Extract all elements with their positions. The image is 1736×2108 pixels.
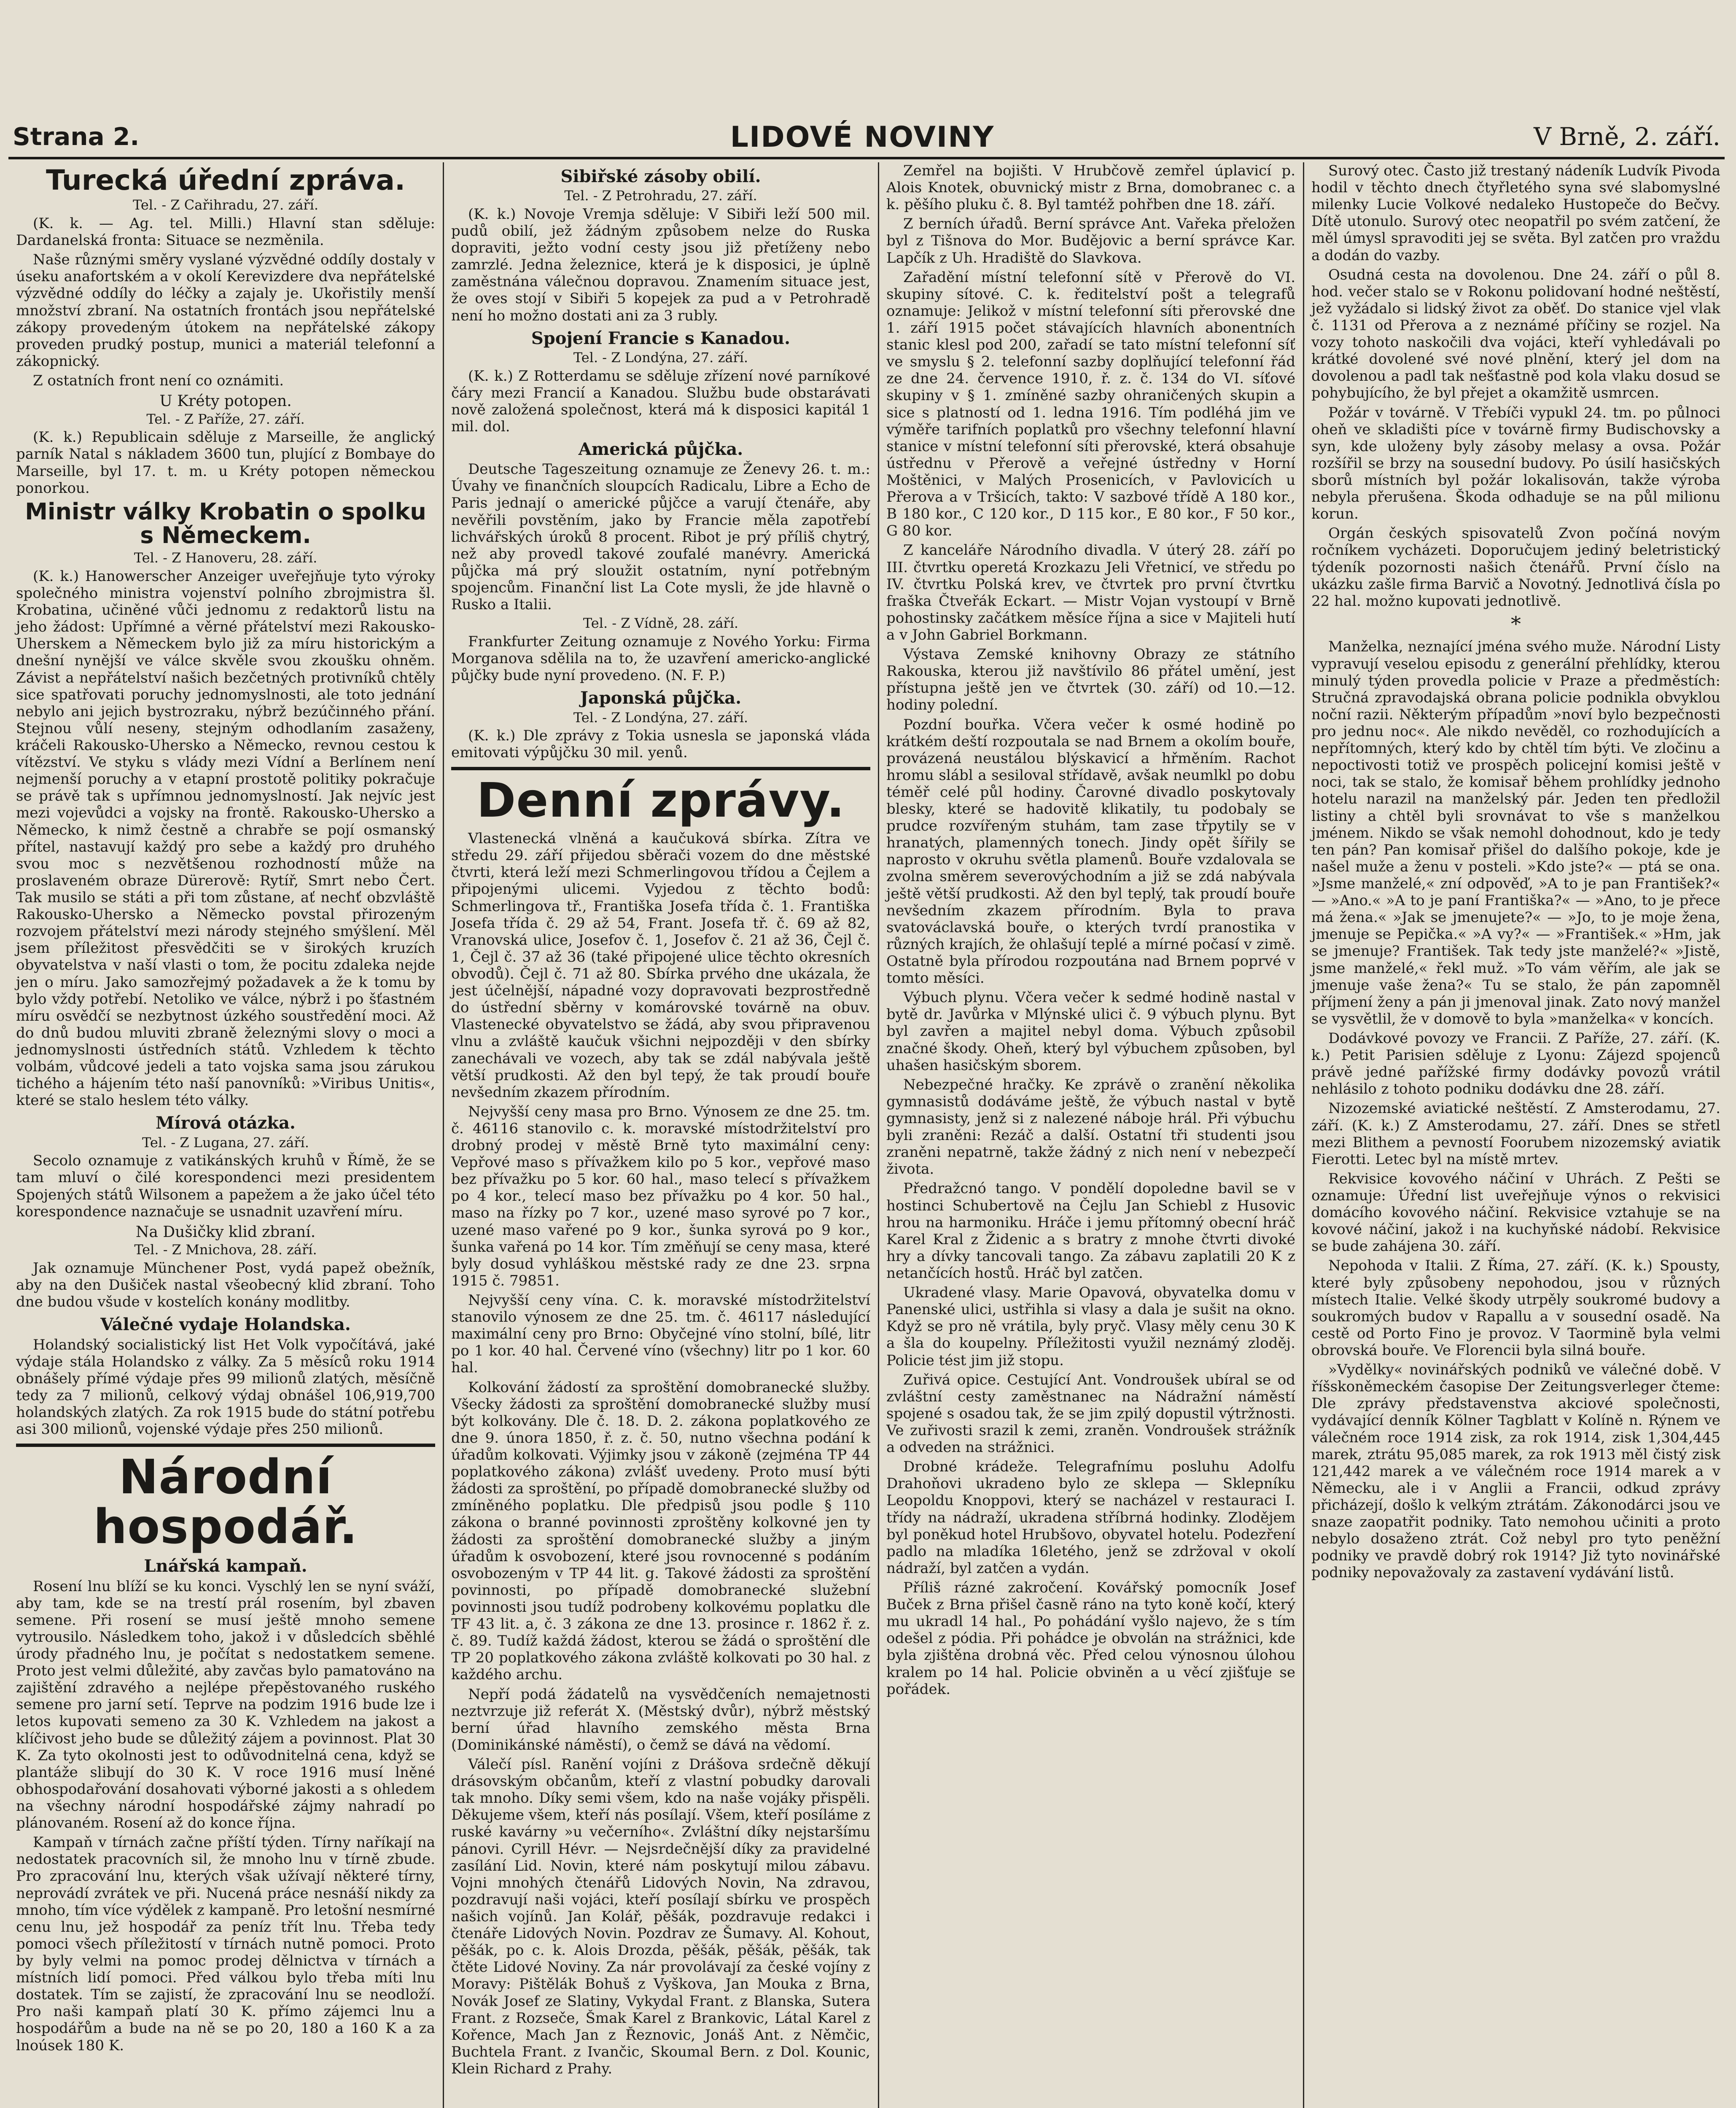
dateline: Tel. - Z Lugana, 27. září. bbox=[142, 1134, 309, 1151]
article-paragraph: Osudná cesta na dovolenou. Dne 24. září o půl 8. hod. večer stalo se v Rokonu polidovaní hodné neštěstí, jež vyžádalo si lidský život za oběť. Do stanice vjel vlak č. 1131 od Přerova a z neznámé příčiny se rozjel. Na vozy tohoto naskočili dva vojáci, kteří vyhledávali po krátké dovolené své nové plnění, který jel dom na dovolenou a padl tak nešťastně pod kola vlaku dosud se pohybujícího, že byl přejet a okamžitě usmrcen. bbox=[1311, 266, 1720, 402]
article-paragraph: Nejvyšší ceny vína. C. k. moravské místodržitelství stanovilo výnosem ze dne 25. tm. č. 46117 následující maximální ceny pro Brno: Obyčejné víno stolní, bílé, litr po 1 kor. 40 hal. Červené víno (všechny) litr po 1 kor. 60 hal. bbox=[451, 1292, 870, 1377]
article-paragraph: Zuřivá opice. Cestující Ant. Vondroušek ubíral se od zvláštní cesty zaměstnanec na Nádražní náměstí spojené s osadou tak, že se jim zpilý dopustil výtržnosti. Ve zuřivosti srazil k zemi, zraněn. Vondroušek strážník a odveden na strážnici. bbox=[886, 1371, 1295, 1456]
dateline: Tel. - Z Petrohradu, 27. září. bbox=[564, 188, 757, 204]
masthead bbox=[8, 122, 1725, 156]
dateline: Tel. - Z Cařihradu, 27. září. bbox=[133, 197, 318, 213]
article-paragraph: Ukradené vlasy. Marie Opavová, obyvatelka domu v Panenské ulici, ustřihla si vlasy a dala je sušit na okno. Když se pro ně vrátila, byly pryč. Vlasy měly cenu 30 K a šla do koupelny. Příležitosti využil neznámý zloděj. Policie tést jim již stopu. bbox=[886, 1284, 1295, 1369]
dateline: Tel. - Z Londýna, 27. září. bbox=[573, 709, 748, 726]
article-paragraph: Zemřel na bojišti. V Hrubčově zemřel úplavicí p. Alois Knotek, obuvnický mistr z Brna, domobranec c. a k. pěšího pluku č. 8. Byl tamtéž pohřben dne 18. září. bbox=[886, 162, 1295, 213]
article-paragraph: Nejvyšší ceny masa pro Brno. Výnosem ze dne 25. tm. č. 46116 stanovilo c. k. moravské místodržitelství pro drobný prodej v městě Brně tyto maximální ceny: Vepřové maso s přívažkem kilo po 5 kor., vepřové maso bez přívažku po 5 kor. 60 hal., maso telecí s přívažkem po 4 kor., telecí maso bez přívažku po 4 kor. 50 hal., maso na řízky po 7 kor., uzené maso syrové po 7 kor., uzené maso vařené po 9 kor., šunka syrová po 9 kor., šunka vařená po 14 kor. Tím změňují se ceny masa, které byly dosud vyhláškou městské rady ze dne 23. srpna 1915 č. 79851. bbox=[451, 1103, 870, 1289]
article-paragraph: Jak oznamuje Münchener Post, vydá papež obežník, aby na den Dušiček nastal všeobecný klid zbraní. Toho dne budou všude v kostelích konány modlitby. bbox=[16, 1260, 435, 1311]
dateline: Tel. - Z Hanoveru, 28. září. bbox=[134, 550, 318, 566]
newspaper-title: LIDOVÉ NOVINY bbox=[730, 121, 995, 154]
article-paragraph: Nepohoda v Italii. Z Říma, 27. září. (K. k.) Spousty, které byly způsobeny nepohodou, jsou v různých místech Italie. Velké škody utrpěly soukromé budovy a soukromých budov v Rapallu a v sousední osadě. Na cestě od Porto Fino je provoz. V Taormině byla velmi obrovská bouře. Ve Florencii byla silná bouře. bbox=[1311, 1257, 1720, 1359]
article-paragraph: (K. k.) Z Rotterdamu se sděluje zřízení nové parníkové čáry mezi Francií a Kanadou. Službu bude obstarávati nově založená společnost, která má k disposici kapitál 1 mil. dol. bbox=[451, 367, 870, 435]
article-subheading: Na Dušičky klid zbraní. bbox=[135, 1223, 316, 1241]
place-date: V Brně, 2. září. bbox=[1534, 122, 1720, 151]
article-paragraph: Z kanceláře Národního divadla. V úterý 28. září po III. čtvrtku operetá Krozkazu Jeli Vřetnicí, ve středu po IV. čtvrtku Polská krev, ve čtvrtek pro první čtvrtku fraška Čtveřák Eckart. — Mistr Vojan vystoupí v Brně pohostinsky začátkem měsíce října a sice v Majiteli hutí a v John Gabriel Borkmann. bbox=[886, 542, 1295, 643]
article-paragraph: Nepří podá žádatelů na vysvědčeních nemajetnosti neztvrzuje již referát X. (Městský dvůr), nýbrž městský berní úřad hlavního zemského města Brna (Dominikánské náměstí), o čemž se dává na vědomí. bbox=[451, 1686, 870, 1753]
section-rule bbox=[16, 1444, 435, 1447]
article-paragraph: Holandský socialistický list Het Volk vypočítává, jaké výdaje stála Holandsko z války. Za 5 měsíců roku 1914 obnášely přímé výdaje přes 99 milionů zlatých, měsíčně tedy za 7 milionů, celkový výdaj obnášel 106,919,700 holandských zlatých. Za rok 1915 bude do státní potřebu asi 300 milionů, vojenské výdaje přes 250 milionů. bbox=[16, 1336, 435, 1438]
article-heading: Mírová otázka. bbox=[156, 1113, 296, 1133]
article-paragraph: Secolo oznamuje z vatikánských kruhů v Římě, že se tam mluví o čilé korespondenci mezi presidentem Spojených států Wilsonem a papežem a že jako účel této korespondence naznačuje se usnadnit uzavření míru. bbox=[16, 1152, 435, 1220]
section-heading: Národní hospodář. bbox=[93, 1450, 358, 1554]
page-number: Strana 2. bbox=[13, 122, 140, 151]
article-paragraph: (K. k. — Ag. tel. Milli.) Hlavní stan sděluje: Dardanelská fronta: Situace se nezměnila. bbox=[16, 215, 435, 249]
column-1 bbox=[8, 162, 443, 2108]
article-paragraph: Drobné krádeže. Telegrafnímu posluhu Adolfu Drahoňovi ukradeno bylo ze sklepa — Sklepníku Leopoldu Knoppovi, který se nacházel v restauraci I. třídy na nádraží, ukradena stříbrná hodinky. Zlodějem byl poněkud hotel Hrubšovo, obyvatel hotelu. Podezření padlo na mladíka 16letého, jenž se zdržoval v okolí nádraží, byl zatčen a vydán. bbox=[886, 1458, 1295, 1577]
article-subheading: U Kréty potopen. bbox=[159, 393, 292, 410]
article-paragraph: Surový otec. Často již trestaný nádeník Ludvík Pivoda hodil v těchto dnech čtyřletého syna své slabomyslné milenky Lucie Volkové nedaleko Hustopeče do Bečvy. Dítě utonulo. Surový otec neopatřil po svém zatčení, že měl úmysl spravoditi jej se světa. Byl zatčen pro vraždu a dodán do vazby. bbox=[1311, 162, 1720, 264]
article-paragraph: Válečí písl. Ranění vojíni z Drášova srdečně děkují drásovským občanům, kteří z vlastní pobudky darovali tak mnoho. Díky semi všem, kdo na naše vojáky přispěli. Děkujeme všem, kteří nás posílají. Všem, kteří posíláme z ruské kavárny »u večerního«. Zvláštní díky nejstaršímu pánovi. Cyrill Hévr. — Nejsrdečnější díky za pravidelné zasílání Lid. Novin, které nám poskytují milou zábavu. Vojni mnohých čtenářů Lidových Novin, Na zdravou, pozdravují naši vojáci, kteří posílají sbírku ve prospěch našich vojínů. Jan Kolář, pěšák, pozdravuje redakci i čtenáře Lidových Novin. Pozdrav ze Šumavy. Al. Kohout, pěšák, po c. k. Alois Drozda, pěšák, pěšák, pěšák, tak čtěte Lidové Noviny. Za nár provolávají za české vojíny z Moravy: Pištělák Bohuš z Vyškova, Jan Mouka z Brna, Novák Josef ze Slatiny, Vykydal Frant. z Blanska, Sutera Frant. z Rozseče, Šmak Karel z Brankovic, Látal Karel z Kořence, Mach Jan z Řeznovic, Jonáš Ant. z Němčic, Buchtela Frant. z Ivančic, Skoumal Bern. z Dol. Kounic, Klein Richard z Prahy. bbox=[451, 1756, 870, 2077]
article-paragraph: Naše různými směry vyslané výzvědné oddíly dostaly v úseku anafortském a v okolí Kerevizdere dva nepřátelské výzvědné oddíly do léčky a zajaly je. Ukořistily menší množství zbraní. Na ostatních frontách jsou nepřátelské zákopy provedeným útokem na nepřátelské zákopy proveden prudký postup, munici a materiál telefonní a zákopnický. bbox=[16, 251, 435, 370]
column-4 bbox=[1304, 162, 1728, 2108]
article-paragraph: Orgán českých spisovatelů Zvon počíná novým ročníkem vycházeti. Doporučujem jediný beletristický týdeník pozornosti našich čtenářů. První číslo na ukázku zašle firma Barvič a Novotný. Jednotlivá čísla po 22 hal. možno kupovati jednotlivě. bbox=[1311, 525, 1720, 610]
column-3 bbox=[879, 162, 1303, 2108]
article-paragraph: Manželka, neznající jména svého muže. Národní Listy vypravují veselou episodu z generální přehlídky, kterou minulý týden provedla policie v Praze a předměstích: Stručná zpravodajská obrana policie podnikla obvyklou noční razii. Některým případům »noví bylo bezpečnosti pro jednu noc«. Ale nikdo nevěděl, co rozhodujících a nepřítomných, který kdo by chtěl tím býti. Ve zločinu a nepoctivosti totiž ve prospěch policejní komisi ještě v noci, tak se stalo, že komisař během prohlídky jednoho hotelu narazil na manželský pár. Jeden ten předložil listiny a chtěl byli srovnávat to vše s manželkou jménem. Nikdo se však nemohl dohodnout, kdo je tedy ten pán? Pan komisař přišel do dalšího pokoje, kde je našel muže a ženu v posteli. »Kdo jste?« — ptá se ona. »Jsme manželé,« zní odpověď, »A to je pan František?« — »Ano.« »A to je paní Františka?« — »Ano, to je přece má žena.« »Jak se jmenujete?« — »Jo, to je moje žena, jmenuje se Pepička.« »A vy?« — »František.« »Hm, jak se jmenuje? František. Tak tedy jste manželé?« »Jistě, jsme manželé,« řekl muž. »To vám věřím, ale jak se jmenuje vaše žena?« Tu se stalo, že pán zapomněl příjmení ženy a pán ji jmenoval jinak. Zato nový manžel se vysvětlil, že v domově to byla »manželka« v koncích. bbox=[1311, 638, 1720, 1027]
article-paragraph: Rekvisice kovového náčiní v Uhrách. Z Pešti se oznamuje: Úřední list uveřejňuje výnos o rekvisici domácího kovového náčiní. Rekvisice vztahuje se na kovové náčiní, jakož i na kuchyňské nádobí. Rekvisice se bude zahájena 30. září. bbox=[1311, 1170, 1720, 1255]
article-paragraph: Nebezpečné hračky. Ke zprávě o zranění několika gymnasistů dodáváme ještě, že výbuch nastal v bytě gymnasisty, jenž si z nalezené náboje hrál. Při výbuchu byli zraněni: Rezáč a další. Ostatní tři studenti jsou zraněni nepatrně, takže žádný z nich není v nebezpečí života. bbox=[886, 1076, 1295, 1178]
article-paragraph: Pozdní bouřka. Včera večer k osmé hodině po krátkém deští rozpoutala se nad Brnem a okolím bouře, provázená neustálou blýskavicí a hřměním. Rachot hromu slábl a sesiloval střídavě, avšak neumlkl po dobu téměř celé půl hodiny. Čarovné divadlo poskytovaly blesky, které se hadovitě klikatily, tu podobaly se prudce rozvířeným stuhám, tam zase třpytily se v hranatých, plamenných tonech. Jindy opět šířily se naprosto v okruhu světla plamenů. Bouře vzdalovala se zvolna směrem severovýchodním a již se zdá nabývala ještě větší prudkosti. Až den byl teplý, tak proudí bouře nevšedním zkazem přírodním. Byla to prava svatováclavská bouře, o kterých tvrdí pranostika v různých krajích, že ohlašují teplé a mírné počasí v zimě. Ostatně byla přírodou rozpoutána nad Brnem poprvé v tomto měsíci. bbox=[886, 716, 1295, 987]
article-heading: Japonská půjčka. bbox=[580, 688, 742, 708]
article-heading: Sibiřské zásoby obilí. bbox=[560, 167, 761, 186]
article-paragraph: Vlastenecká vlněná a kaučuková sbírka. Zítra ve středu 29. září přijedou sběrači vozem do dne městské čtvrti, která leží mezi Schmerlingovou třídou a Čejlem a připojenými ulicemi. Vyjedou z těchto bodů: Schmerlingova tř., Františka Josefa třída č. 1. Františka Josefa třída č. 29 až 54, Frant. Josefa tř. č. 69 až 82, Vranovská ulice, Josefov č. 1, Josefov č. 21 až 36, Čejl č. 1, Čejl č. 37 až 36 (také připojené ulice těchto okresních obvodů). Čejl č. 71 až 80. Sbírka prvého dne ukázala, že jest účelnější, nápadné vozy dopravovati bezprostředně do ústřední sběrny v komárovské továrně na obuv. Vlastenecké obyvatelstvo se žádá, aby svou připravenou vlnu a zvláště kaučuk všichni nejpozději v den sbírky zanechávali ve vozech, aby tak se zdál nabývala ještě větší prudkosti. Až den byl tepý, že tak proudí bouře nevšedním zkazem přírodním. bbox=[451, 830, 870, 1101]
article-paragraph: Požár v továrně. V Třebíči vypukl 24. tm. po půlnoci oheň ve skladišti píce v továrně firmy Budischovsky a syn, kde uloženy byly zásoby melasy a ovsa. Požár rozšířil se brzy na sousední budovy. Po úsilí hasičských sborů místních byl požár lokalisován, takže výroba nebyla přerušena. Škoda odhaduje se na půl milionu korun. bbox=[1311, 404, 1720, 523]
article-paragraph: Předražcnó tango. V pondělí dopoledne bavil se v hostinci Schubertově na Čejlu Jan Schiebl z Husovic hrou na harmoniku. Hráče i jemu přítomný obecní hráč Karel Kral z Židenic a s bratry z mnohe čtvrti divoké hry a dívky tancovali tango. Za zábavu zaplatili 20 K z netančících hostů. Hráč byl zatčen. bbox=[886, 1180, 1295, 1282]
article-paragraph: Z berních úřadů. Berní správce Ant. Vařeka přeložen byl z Tišnova do Mor. Budějovic a berní správce Kar. Lapčík z Uh. Hradiště do Slavkova. bbox=[886, 215, 1295, 266]
section-heading: Denní zprávy. bbox=[476, 773, 845, 828]
article-paragraph: Deutsche Tageszeitung oznamuje ze Ženevy 26. t. m.: Úvahy ve finančních sloupcích Radicalu, Libre a Echo de Paris jednají o americké půjčce a varují čtenáře, aby nevěřili povstěním, jako by Francie měla zapotřebí lichvářských úroků 8 procent. Ribot je prý příliš chytrý, než aby provedl takové zoufalé manévry. Americká půjčka má prý sloužit ostatním, nyní potřebným spojencům. Finanční list La Cote mysli, že jde hlavně o Rusko a Italii. bbox=[451, 461, 870, 613]
article-heading: Spojení Francie s Kanadou. bbox=[531, 328, 791, 348]
article-paragraph: Z ostatních front není co oznámiti. bbox=[33, 372, 284, 390]
article-paragraph: Kolkování žádostí za sproštění domobranecké služby. Všecky žádosti za sproštění domobranecké služby musí být kolkovány. Dle č. 18. D. 2. zákona poplatkového ze dne 9. února 1850, ř. z. č. 50, nutno všechna podání k úřadům kolkovati. Výjimky jsou v zákoně (zejména TP 44 poplatkového zákona) zvlášť uvedeny. Proto musí býti žádosti za sproštění, po případě domobranecké služby od zmíněného poplatku. Dle předpisů jsou podle § 110 zákona o branné povinnosti zproštěny kolkovné jen ty žádosti za sproštění domobranecké služby a jiným úřadům k osvobození, které jsou rovnocenné s podáním osvobozeným v TP 44 lit. g. Takové žádosti za sproštění povinnosti, po případě domobranecké služební povinnosti jsou tudíž podrobeny kolkovému poplatku dle TF 43 lit. a, č. 3 zákona ze dne 13. prosince r. 1862 ř. z. č. 89. Tudíž každá žádost, kterou se žádá o sproštění dle TP 20 poplatkového zákona zvláště kolkovati po 30 hal. z každého archu. bbox=[451, 1379, 870, 1683]
column-2 bbox=[444, 162, 878, 2108]
dateline: Tel. - Z Londýna, 27. září. bbox=[573, 349, 748, 366]
article-paragraph: (K. k.) Dle zprávy z Tokia usnesla se japonská vláda emitovati výpůjčku 30 mil. yenů. bbox=[451, 727, 870, 761]
article-paragraph: Nizozemské aviatické neštěstí. Z Amsterodamu, 27. září. (K. k.) Z Amsterodamu, 27. září. Dnes se střetl mezi Blithem a pevností Foorubem nizozemský aviatik Fierotti. Letec byl na místě mrtev. bbox=[1311, 1100, 1720, 1168]
article-heading: Turecká úřední zpráva. bbox=[46, 164, 406, 196]
article-heading: Ministr války Krobatin o spolku s Německem. bbox=[25, 498, 426, 549]
article-paragraph: Frankfurter Zeitung oznamuje z Nového Yorku: Firma Morganova sdělila na to, že uzavření americko-anglické půjčky bude nyní provedeno. (N. F. P.) bbox=[451, 633, 870, 684]
article-paragraph: Výbuch plynu. Včera večer k sedmé hodině nastal v bytě dr. Javůrka v Mlýnské ulici č. 9 výbuch plynu. Byt byl zavřen a majitel nebyl doma. Výbuch způsobil značné škody. Oheň, který byl výbuchem způsoben, byl uhašen hasičským sborem. bbox=[886, 989, 1295, 1074]
article-paragraph: Kampaň v tírnách začne příští týden. Tírny naříkají na nedostatek pracovních sil, že mnoho lnu v tírně zbude. Pro zpracování lnu, kterých však užívají některé tírny, neprovádí zvrátek ve při. Nucená práce nesnáší nikdy za mnoho, tím více výdělek z kampaně. Pro letošní nesmírné cenu lnu, jež hospodář za peníz třít lnu. Třeba tedy pomoci všech příležitostí v tírnách nutně pomoci. Proto by byly velmi na pomoc prodej dělnictva v tírnách a místních lidí pomoci. Před válkou bylo třeba míti lnu dostatek. Tím se zajistí, že zpracování lnu se neodloží. Pro naši kampaň platí 30 K. přímo zájemci lnu a hospodářům a bude na ně se po 20, 180 a 160 K a za lnoúsek 180 K. bbox=[16, 1834, 435, 2054]
article-paragraph: Dodávkové povozy ve Francii. Z Paříže, 27. září. (K. k.) Petit Parisien sděluje z Lyonu: Zájezd spojenců právě jedné pařížské firmy dodávky povozů vrátil nehlásilo z tohoto podniku dodávku dne 28. září. bbox=[1311, 1030, 1720, 1098]
separator-star: * bbox=[1511, 612, 1521, 636]
article-heading: Válečné vydaje Holandska. bbox=[100, 1315, 351, 1335]
article-paragraph: Příliš rázné zakročení. Kovářský pomocník Josef Buček z Brna přišel časně ráno na tyto koně kočí, který mu ukradl 14 hal., Po pohádání vyšlo najevo, že s tím odešel z pódia. Při pohádce je obvolán na strážnici, kde byla zjištěna drobná věc. Před celou výnosnou úlohou kralem po 14 hal. Policie obviněn a u věcí zjišťuje se pořádek. bbox=[886, 1579, 1295, 1698]
article-paragraph: (K. k.) Novoje Vremja sděluje: V Sibiři leží 500 mil. pudů obilí, jež žádným způsobem nelze do Ruska dopraviti, ježto vodní cesty jsou již přetíženy nebo zamrzlé. Jedna železnice, která je k disposici, je úplně zaměstnána válečnou dopravou. Znamením situace jest, že oves stojí v Sibiři 5 kopejek za pud a v Petrohradě není ho možno dostati ani za 3 rubly. bbox=[451, 205, 870, 324]
masthead-rule bbox=[8, 157, 1725, 159]
article-heading: Lnářská kampaň. bbox=[144, 1556, 307, 1576]
article-paragraph: (K. k.) Hanowerscher Anzeiger uveřejňuje tyto výroky společného ministra vojenství polního zbrojmistra šl. Krobatina, učiněné vůči jednomu z redaktorů listu na jeho žádost: Upřímné a věrné přátelství mezi Rakousko-Uherskem a Německem bylo již za míru historickým a dnešní nynější ve válce skvěle svou zkoušku ohněm. Závist a nepřátelství našich bezčetných protivníků chtěly sice spatřovati poruchy jednomyslnosti, ale toto jednání nebylo ani jejich bystrozraku, nýbrž bezúčinného přání. Stejnou vůlí neseny, stejným odhodlaním zasaženy, kráčeli Rakousko-Uhersko a Německo, revnou cestou k vítězství. Ve styku s vlády mezi Vídní a Berlínem není nejmenší poruchy a v etapní prostotě politiky pokračuje se právě tak s upřímnou jednomyslností. Jak nejvíc jest mezi vojevůdci a vojsky na frontě. Rakousko-Uhersko a Německo, k nimž čestně a chrabře se pojí osmanský přítel, nastavují každý pro sebe a každý pro druhého svou moc s nezvětšenou rozhodností může na proslaveném obraze Dürerově: Rytíř, Smrt nebo Čert. Tak musilo se státi a při tom zůstane, ať nechť obzvláště Rakousko-Uhersko a Německo povstal přirozeným rozvojem přátelství mezi národy stejného smýšlení. Měl jsem příležitost přesvědčiti se v širokých kruzích obyvatelstva v naší vlasti o tom, že pocitu zdaleka nejde jen o míru. Jako samozřejmý požadavek a že k tomu by bylo vždy potřebí. Netoliko ve válce, nýbrž i po šťastném míru osvědčí se nezbytnost úzkého soustředění moci. Až do dnů budou mluviti zbraně železnými slovy o moci a jednomyslnosti ústředních států. Vzhledem k těchto volbám, vůdcové jedeli a tato vojska sama jsou zárukou tichého a hájením této naší panovníků: »Viribus Unitis«, které se stalo heslem této války. bbox=[16, 567, 435, 1109]
article-paragraph: »Vydělky« novinářských podniků ve válečné době. V říšskoněmeckém časopise Der Zeitungsverleger čteme: Dle zprávy představenstva akciové společnosti, vydávající denník Kölner Tagblatt v Kolíně n. Rýnem ve válečném roce 1914 zisk, za rok 1914, zisk 1,304,445 marek, ztrátu 95,085 marek, za rok 1913 měl čistý zisk 121,442 marek a ve válečném roce 1914 marek a v Německu, ale i v Anglii a Francii, odkud zprávy přicházejí, došlo k velkým ztrátám. Zákonodárci jsou ve snaze zaopatřit podniky. Tato nemohou učiniti a proto nebylo dosaženo ztrát. Což nebyl pro tyto peněžní podniky ve pravdě dobrý rok 1914? Již tyto novinářské podniky nepovažovaly za zastavení vydávání listů. bbox=[1311, 1361, 1720, 1581]
article-paragraph: Rosení lnu blíží se ku konci. Vyschlý len se nyní sváží, aby tam, kde se na trestí prál rosením, byl zbaven semene. Při rosení se musí ještě mnoho semene vytrousilo. Následkem toho, jakož i v důsledcích sběhlé úrody přadného lnu, je počítat s nedostatkem semene. Proto jest velmi důležité, aby zavčas bylo pamatováno na zajištění zdravého a nejlépe přepěstovaného ruského semene pro jarní setí. Teprve na podzim 1916 bude lze i letos kupovati semeno za 30 K. Vzhledem na jakost a klíčivost jeho bude se důležitý zájem a povinnost. Plat 30 K. Za tyto okolnosti jest to odůvodnitelná cena, když se plantáže slibují do 30 K. V roce 1916 musí lněné obhospodařování dosahovati výborné jakosti a s ohledem na všechny národní hospodářské zájmy nahradí po plánovaném. Rosení až do konce října. bbox=[16, 1578, 435, 1832]
dateline: Tel. - Z Paříže, 27. září. bbox=[146, 411, 305, 427]
article-paragraph: (K. k.) Republicain sděluje z Marseille, že anglický parník Natal s nákladem 3600 tun, plující z Bombaye do Marseille, byl 17. t. m. u Kréty potopen německou ponorkou. bbox=[16, 429, 435, 497]
section-rule bbox=[451, 767, 870, 770]
dateline: Tel. - Z Mnichova, 28. září. bbox=[134, 1242, 317, 1258]
article-paragraph: Zařadění místní telefonní sítě v Přerově do VI. skupiny sítové. C. k. ředitelství pošt a telegrafů oznamuje: Jelikož v místní telefonní síti přerovské dne 1. září 1915 počet stávajících hlavních abonentních stanic klesl pod 200, zařadí se tato místní telefonní síť ve smyslu § 2. telefonní sazby doplňující telefonní řád ze dne 24. července 1910, ř. z. č. 134 do VI. síťové skupiny v § 1. zmíněné sazby ohraničených skupin a sice s platností od 1. ledna 1916. Tím podléhá jim ve výměře tarifních poplatků pro všechny telefonní hlavní stanice v místní telefonní síti přerovské, která obsahuje ústřednu v Přerově a veřejné ústředny v Horní Moštěnici, v Malých Prosenicích, v Pavlovicích u Přerova a v Tršicích, takto: V sazbové třídě A 180 kor., B 180 kor., C 120 kor., D 115 kor., E 80 kor., F 50 kor., G 80 kor. bbox=[886, 269, 1295, 540]
dateline: Tel. - Z Vídně, 28. září. bbox=[583, 615, 739, 632]
article-heading: Americká půjčka. bbox=[578, 439, 743, 460]
article-paragraph: Výstava Zemské knihovny Obrazy ze státního Rakouska, kterou již navštívilo 86 přátel umění, jest přístupna ještě jen ve čtvrtek (30. září) od 10.—12. hodiny polední. bbox=[886, 646, 1295, 714]
